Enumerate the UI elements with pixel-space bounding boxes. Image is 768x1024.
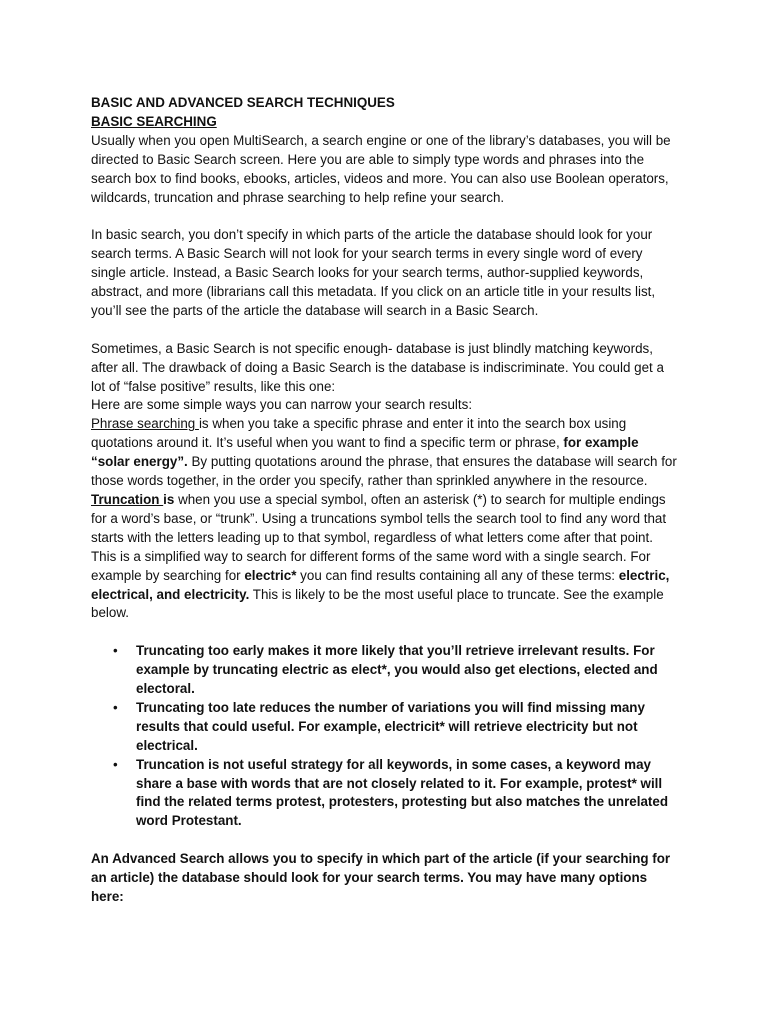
truncation-example-bold-1: electric* (244, 567, 297, 583)
paragraph-advanced-search: An Advanced Search allows you to specify in which part of the article (if your searching for an article) the database should look for your search terms. You may have many options here: (91, 851, 671, 904)
spacer (91, 321, 679, 340)
list-item-text: Truncating too early makes it more likely that you’ll retrieve irrelevant results. For example by truncating electric as elect*, you would also get elections, elected and electoral. (136, 643, 658, 697)
phrase-example-bold: for example “solar energy”. (91, 435, 639, 470)
phrase-text-1: is when you take a specific phrase and enter it into the search box using quotations around it. It’s useful when you want to find a specific term or phrase, (91, 416, 627, 451)
paragraph-drawback: Sometimes, a Basic Search is not specific enough- database is just blindly matching keywords, after all. The drawback of doing a Basic Search is the database is indiscriminate. You could get a lot of “false positive” results, like this one: (91, 340, 664, 394)
spacer (91, 623, 679, 642)
spacer (91, 831, 679, 850)
paragraph-intro: Usually when you open MultiSearch, a search engine or one of the library’s databases, you will be directed to Basic Search screen. Here you are able to simply type words and phrases into the search box to find books, ebooks, articles, videos and more. You can also use Boolean operators, wildcards, truncation and phrase searching to help refine your search. (91, 132, 671, 205)
bullet-icon: • (113, 643, 118, 659)
truncation-text-1: when you use a special symbol, often an asterisk (*) to search for multiple endings for a word’s base, or “trunk”. Using a truncations symbol tells the search tool to find any word that starts with the letters leading up to that symbol, regardless of what letters come after that point. This is a simplified way to search for different forms of the same word with a single search. For example by searching for (91, 492, 667, 583)
phrase-text-2: By putting quotations around the phrase, that ensures the database will search for those words together, in the order you specify, rather than sprinkled anywhere in the resource. (91, 454, 677, 489)
term-phrase-searching: Phrase searching (91, 416, 199, 432)
paragraph-phrase-searching (91, 415, 679, 491)
truncation-is: is (163, 492, 175, 507)
paragraph-truncation (91, 491, 679, 623)
paragraph-narrow-results: Here are some simple ways you can narrow your search results: (91, 397, 473, 413)
list-item (113, 642, 679, 699)
paragraph-basic-search: In basic search, you don’t specify in which parts of the article the database should look for your search terms. A Basic Search will not look for your search terms in every single word of every single article. Instead, a Basic Search looks for your search terms, author-supplied keywords, abstract, and more (librarians call this metadata. If you click on an article title in your results list, you’ll see the parts of the article the database will search in a Basic Search. (91, 227, 656, 318)
list-item (113, 756, 679, 832)
truncation-text-2: you can find results containing all any of these terms: (296, 567, 619, 583)
list-item-text: Truncation is not useful strategy for all keywords, in some cases, a keyword may share a base with words that are not closely related to it. For example, protest* will find the related terms protest, protesters, protesting but also matches the unrelated word Protestant. (136, 756, 669, 829)
bullet-icon: • (113, 699, 118, 715)
spacer (91, 207, 679, 226)
truncation-tips-list (91, 642, 679, 831)
section-heading-basic-searching: BASIC SEARCHING (91, 113, 217, 129)
list-item (113, 699, 679, 756)
truncation-text-3: This is likely to be the most useful place to truncate. See the example below. (91, 586, 664, 621)
bullet-icon: • (113, 756, 118, 772)
document-title: BASIC AND ADVANCED SEARCH TECHNIQUES (91, 95, 395, 110)
truncation-example-bold-2: electric, electrical, and electricity. (91, 567, 670, 602)
document-page (91, 94, 679, 907)
term-truncation: Truncation (91, 492, 164, 507)
list-item-text: Truncating too late reduces the number of variations you will find missing many results that could useful. For example, electricit* will retrieve electricity but not electrical. (136, 699, 645, 753)
